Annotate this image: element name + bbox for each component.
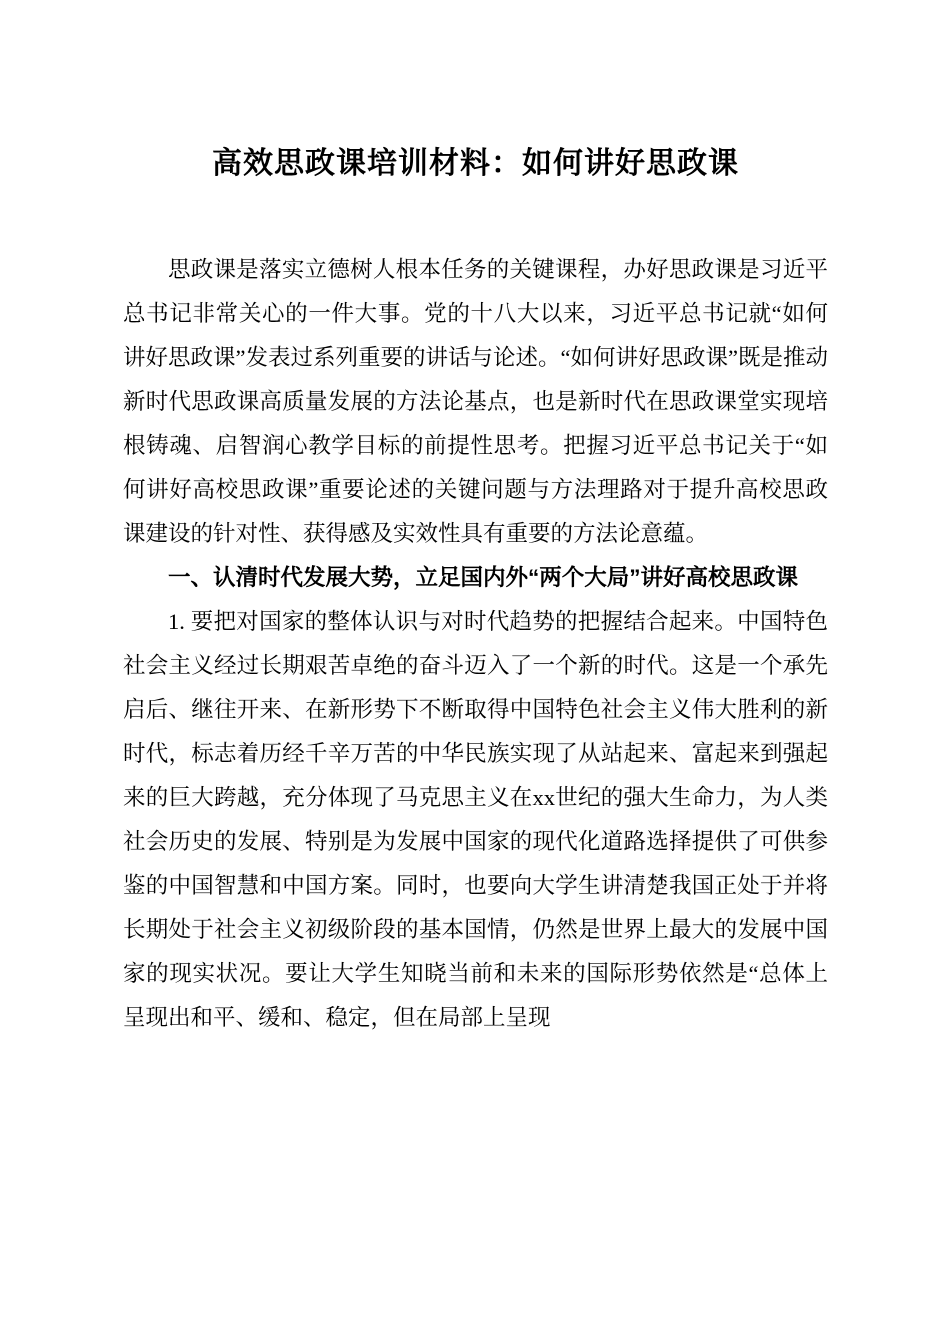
document-title: 高效思政课培训材料：如何讲好思政课 xyxy=(212,147,739,180)
body-paragraph: 1. 要把对国家的整体认识与对时代趋势的把握结合起来。中国特色社会主义经过长期艰苦卓绝的奋斗迈入了一个新的时代。这是一个承先启后、继往开来、在新形势下不断取得中国特色社会主义伟大胜利的新时代，标志着历经千辛万苦的中华民族实现了从站起来、富起来到强起来的巨大跨越，充分体现了马克思主义在xx世纪的强大生命力，为人类社会历史的发展、特别是为发展中国家的现代化道路选择提供了可供参鉴的中国智慧和中国方案。同时，也要向大学生讲清楚我国正处于并将长期处于社会主义初级阶段的基本国情，仍然是世界上最大的发展中国家的现实状况。要让大学生知晓当前和未来的国际形势依然是“总体上呈现出和平、缓和、稳定，但在局部上呈现 xyxy=(123,609,828,1030)
intro-paragraph: 思政课是落实立德树人根本任务的关键课程，办好思政课是习近平总书记非常关心的一件大事。党的十八大以来，习近平总书记就“如何讲好思政课”发表过系列重要的讲话与论述。“如何讲好思政课”既是推动新时代思政课高质量发展的方法论基点，也是新时代在思政课堂实现培根铸魂、启智润心教学目标的前提性思考。把握习近平总书记关于“如何讲好高校思政课”重要论述的关键问题与方法理路对于提升高校思政课建设的针对性、获得感及实效性具有重要的方法论意蕴。 xyxy=(123,257,828,546)
section-heading: 一、认清时代发展大势，立足国内外“两个大局”讲好高校思政课 xyxy=(168,565,799,590)
